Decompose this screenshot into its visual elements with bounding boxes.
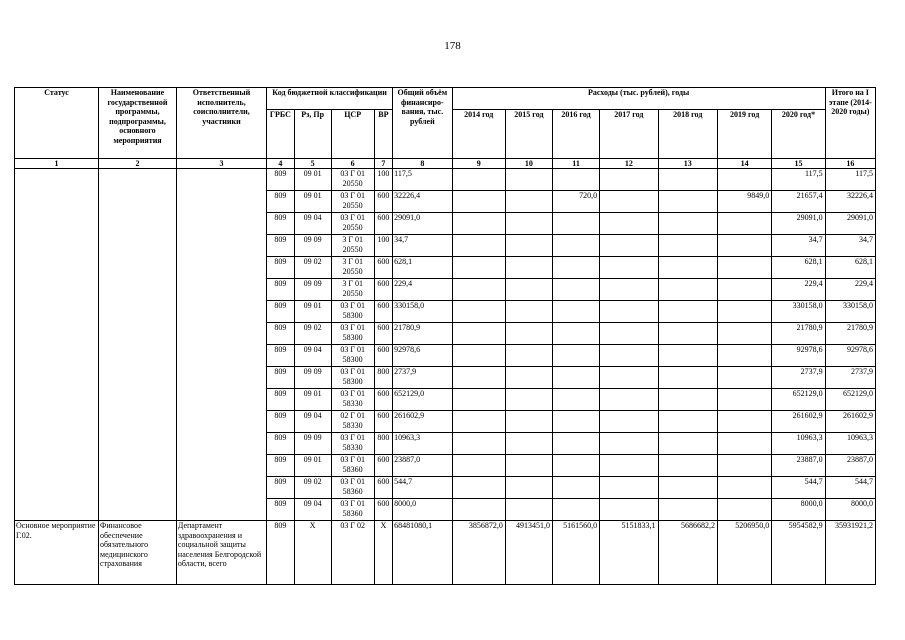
csr-cell: 03 Г 01 58330 xyxy=(331,433,374,455)
header-year: 2014 год xyxy=(452,110,505,159)
total-volume-cell: 261602,9 xyxy=(393,411,452,433)
year-2015-cell xyxy=(505,455,552,477)
year-2014-cell xyxy=(452,301,505,323)
grbs-cell: 809 xyxy=(267,411,295,433)
rz-pr-cell: 09 01 xyxy=(294,389,331,411)
header-expenses: Расходы (тыс. рублей), годы xyxy=(452,88,825,110)
grbs-cell: 809 xyxy=(267,345,295,367)
total-volume-cell: 92978,6 xyxy=(393,345,452,367)
year-2018-cell xyxy=(658,367,717,389)
vr-cell: 600 xyxy=(374,301,392,323)
vr-cell: 600 xyxy=(374,389,392,411)
year-2015-cell xyxy=(505,235,552,257)
column-number: 7 xyxy=(374,159,392,169)
year-2016-cell: 720,0 xyxy=(552,191,599,213)
grbs-cell: 809 xyxy=(267,499,295,521)
grbs-cell: 809 xyxy=(267,433,295,455)
csr-cell: 3 Г 01 20550 xyxy=(331,235,374,257)
vr-cell: 600 xyxy=(374,345,392,367)
year-2017-cell: 5151833,1 xyxy=(600,521,658,585)
csr-cell: 03 Г 01 58300 xyxy=(331,345,374,367)
rz-pr-cell: 09 09 xyxy=(294,279,331,301)
total-volume-cell: 32226,4 xyxy=(393,191,452,213)
year-2016-cell xyxy=(552,345,599,367)
header-year: 2020 год* xyxy=(772,110,825,159)
column-number: 13 xyxy=(658,159,717,169)
csr-cell: 03 Г 01 58360 xyxy=(331,499,374,521)
vr-cell: 100 xyxy=(374,169,392,191)
year-2018-cell xyxy=(658,411,717,433)
csr-cell: 03 Г 01 58300 xyxy=(331,301,374,323)
year-2019-cell xyxy=(717,323,771,345)
csr-cell: 03 Г 02 xyxy=(331,521,374,585)
year-2014-cell xyxy=(452,389,505,411)
rz-pr-cell: X xyxy=(294,521,331,585)
column-number: 1 xyxy=(15,159,99,169)
year-2020-cell: 92978,6 xyxy=(772,345,825,367)
year-2019-cell xyxy=(717,279,771,301)
csr-cell: 03 Г 01 58300 xyxy=(331,367,374,389)
stage-total-cell: 35931921,2 xyxy=(825,521,875,585)
year-2018-cell xyxy=(658,499,717,521)
column-number: 16 xyxy=(825,159,875,169)
rz-pr-cell: 09 04 xyxy=(294,411,331,433)
year-2015-cell: 4913451,0 xyxy=(505,521,552,585)
stage-total-cell: 23887,0 xyxy=(825,455,875,477)
year-2015-cell xyxy=(505,213,552,235)
year-2014-cell xyxy=(452,411,505,433)
year-2016-cell xyxy=(552,499,599,521)
year-2019-cell xyxy=(717,389,771,411)
rz-pr-cell: 09 01 xyxy=(294,169,331,191)
stage-total-cell: 330158,0 xyxy=(825,301,875,323)
total-volume-cell: 8000,0 xyxy=(393,499,452,521)
rz-pr-cell: 09 01 xyxy=(294,455,331,477)
vr-cell: X xyxy=(374,521,392,585)
year-2014-cell xyxy=(452,433,505,455)
year-2019-cell xyxy=(717,169,771,191)
year-2016-cell xyxy=(552,279,599,301)
csr-cell: 03 Г 01 20550 xyxy=(331,213,374,235)
year-2014-cell xyxy=(452,477,505,499)
rz-pr-cell: 09 09 xyxy=(294,433,331,455)
year-2015-cell xyxy=(505,191,552,213)
year-2018-cell xyxy=(658,433,717,455)
stage-total-cell: 92978,6 xyxy=(825,345,875,367)
year-2014-cell xyxy=(452,499,505,521)
rz-pr-cell: 09 02 xyxy=(294,477,331,499)
year-2019-cell xyxy=(717,411,771,433)
vr-cell: 800 xyxy=(374,367,392,389)
year-2014-cell xyxy=(452,169,505,191)
column-number-row xyxy=(15,159,876,169)
csr-cell: 03 Г 01 20550 xyxy=(331,169,374,191)
csr-cell: 03 Г 01 58330 xyxy=(331,389,374,411)
year-2020-cell: 117,5 xyxy=(772,169,825,191)
stage-total-cell: 10963,3 xyxy=(825,433,875,455)
executor-cell xyxy=(176,169,266,521)
table-row xyxy=(15,169,876,191)
total-volume-cell: 330158,0 xyxy=(393,301,452,323)
csr-cell: 02 Г 01 58330 xyxy=(331,411,374,433)
year-2017-cell xyxy=(600,301,658,323)
year-2015-cell xyxy=(505,279,552,301)
year-2014-cell xyxy=(452,191,505,213)
header-year: 2019 год xyxy=(717,110,771,159)
header-csr: ЦСР xyxy=(331,110,374,159)
total-volume-cell: 117,5 xyxy=(393,169,452,191)
year-2015-cell xyxy=(505,433,552,455)
year-2020-cell: 10963,3 xyxy=(772,433,825,455)
year-2014-cell: 3856872,0 xyxy=(452,521,505,585)
total-volume-cell: 652129,0 xyxy=(393,389,452,411)
header-total-volume: Общий объём финансиро-вания, тыс. рублей xyxy=(393,88,452,159)
column-number: 15 xyxy=(772,159,825,169)
column-number: 9 xyxy=(452,159,505,169)
year-2020-cell: 229,4 xyxy=(772,279,825,301)
year-2017-cell xyxy=(600,477,658,499)
year-2014-cell xyxy=(452,367,505,389)
column-number: 11 xyxy=(552,159,599,169)
grbs-cell: 809 xyxy=(267,191,295,213)
rz-pr-cell: 09 01 xyxy=(294,191,331,213)
header-year: 2017 год xyxy=(600,110,658,159)
stage-total-cell: 2737,9 xyxy=(825,367,875,389)
year-2015-cell xyxy=(505,499,552,521)
year-2016-cell xyxy=(552,169,599,191)
total-volume-cell: 229,4 xyxy=(393,279,452,301)
vr-cell: 100 xyxy=(374,235,392,257)
vr-cell: 600 xyxy=(374,499,392,521)
total-volume-cell: 23887,0 xyxy=(393,455,452,477)
executor-cell: Департамент здравоохранения и социальной защиты населения Белгородской области, всего xyxy=(176,521,266,585)
year-2016-cell xyxy=(552,301,599,323)
year-2018-cell xyxy=(658,213,717,235)
column-number: 3 xyxy=(176,159,266,169)
grbs-cell: 809 xyxy=(267,235,295,257)
year-2017-cell xyxy=(600,323,658,345)
table-body xyxy=(15,169,876,585)
year-2015-cell xyxy=(505,345,552,367)
rz-pr-cell: 09 02 xyxy=(294,323,331,345)
column-number: 6 xyxy=(331,159,374,169)
rz-pr-cell: 09 04 xyxy=(294,213,331,235)
year-2019-cell xyxy=(717,257,771,279)
total-volume-cell: 34,7 xyxy=(393,235,452,257)
csr-cell: 03 Г 01 58360 xyxy=(331,477,374,499)
status-cell: Основное мероприятие Г.02. xyxy=(15,521,99,585)
year-2014-cell xyxy=(452,257,505,279)
year-2014-cell xyxy=(452,323,505,345)
vr-cell: 600 xyxy=(374,279,392,301)
header-year: 2018 год xyxy=(658,110,717,159)
year-2016-cell xyxy=(552,389,599,411)
year-2020-cell: 5954582,9 xyxy=(772,521,825,585)
year-2019-cell xyxy=(717,301,771,323)
column-number: 14 xyxy=(717,159,771,169)
year-2019-cell xyxy=(717,213,771,235)
year-2018-cell xyxy=(658,191,717,213)
year-2020-cell: 652129,0 xyxy=(772,389,825,411)
stage-total-cell: 21780,9 xyxy=(825,323,875,345)
year-2016-cell xyxy=(552,477,599,499)
table-row-main-measure xyxy=(15,521,876,585)
year-2019-cell xyxy=(717,433,771,455)
year-2020-cell: 23887,0 xyxy=(772,455,825,477)
csr-cell: 03 Г 01 58300 xyxy=(331,323,374,345)
year-2015-cell xyxy=(505,169,552,191)
rz-pr-cell: 09 09 xyxy=(294,235,331,257)
year-2015-cell xyxy=(505,411,552,433)
stage-total-cell: 32226,4 xyxy=(825,191,875,213)
stage-total-cell: 261602,9 xyxy=(825,411,875,433)
csr-cell: 03 Г 01 20550 xyxy=(331,191,374,213)
year-2017-cell xyxy=(600,257,658,279)
grbs-cell: 809 xyxy=(267,367,295,389)
year-2017-cell xyxy=(600,411,658,433)
header-rz-pr: Рз, Пр xyxy=(294,110,331,159)
budget-table xyxy=(14,87,876,585)
rz-pr-cell: 09 01 xyxy=(294,301,331,323)
year-2020-cell: 21780,9 xyxy=(772,323,825,345)
stage-total-cell: 29091,0 xyxy=(825,213,875,235)
year-2019-cell xyxy=(717,367,771,389)
year-2015-cell xyxy=(505,323,552,345)
year-2017-cell xyxy=(600,455,658,477)
vr-cell: 800 xyxy=(374,433,392,455)
header-name: Наименование государственной программы, подпрограммы, основного мероприятия xyxy=(99,88,177,159)
year-2016-cell xyxy=(552,323,599,345)
grbs-cell: 809 xyxy=(267,477,295,499)
year-2020-cell: 8000,0 xyxy=(772,499,825,521)
year-2016-cell xyxy=(552,433,599,455)
year-2020-cell: 628,1 xyxy=(772,257,825,279)
total-volume-cell: 544,7 xyxy=(393,477,452,499)
rz-pr-cell: 09 09 xyxy=(294,367,331,389)
rz-pr-cell: 09 04 xyxy=(294,499,331,521)
grbs-cell: 809 xyxy=(267,389,295,411)
column-number: 5 xyxy=(294,159,331,169)
year-2018-cell xyxy=(658,345,717,367)
total-volume-cell: 2737,9 xyxy=(393,367,452,389)
year-2019-cell: 9849,0 xyxy=(717,191,771,213)
csr-cell: 3 Г 01 20550 xyxy=(331,257,374,279)
year-2017-cell xyxy=(600,345,658,367)
stage-total-cell: 229,4 xyxy=(825,279,875,301)
header-year: 2015 год xyxy=(505,110,552,159)
year-2014-cell xyxy=(452,279,505,301)
column-number: 12 xyxy=(600,159,658,169)
stage-total-cell: 117,5 xyxy=(825,169,875,191)
header-status: Статус xyxy=(15,88,99,159)
year-2014-cell xyxy=(452,455,505,477)
year-2019-cell xyxy=(717,499,771,521)
total-volume-cell: 21780,9 xyxy=(393,323,452,345)
year-2018-cell xyxy=(658,169,717,191)
year-2018-cell xyxy=(658,455,717,477)
year-2016-cell xyxy=(552,213,599,235)
year-2020-cell: 261602,9 xyxy=(772,411,825,433)
year-2019-cell: 5206950,0 xyxy=(717,521,771,585)
header-year: 2016 год xyxy=(552,110,599,159)
year-2015-cell xyxy=(505,477,552,499)
vr-cell: 600 xyxy=(374,477,392,499)
header-vr: ВР xyxy=(374,110,392,159)
grbs-cell: 809 xyxy=(267,323,295,345)
year-2018-cell: 5686682,2 xyxy=(658,521,717,585)
year-2017-cell xyxy=(600,367,658,389)
year-2016-cell xyxy=(552,235,599,257)
vr-cell: 600 xyxy=(374,323,392,345)
csr-cell: 03 Г 01 58360 xyxy=(331,455,374,477)
grbs-cell: 809 xyxy=(267,521,295,585)
year-2019-cell xyxy=(717,345,771,367)
year-2016-cell xyxy=(552,257,599,279)
header-budget-code: Код бюджетной классификации xyxy=(267,88,393,110)
year-2018-cell xyxy=(658,279,717,301)
year-2017-cell xyxy=(600,279,658,301)
header-grbs: ГРБС xyxy=(267,110,295,159)
total-volume-cell: 10963,3 xyxy=(393,433,452,455)
year-2014-cell xyxy=(452,213,505,235)
name-cell xyxy=(99,169,177,521)
column-number: 8 xyxy=(393,159,452,169)
year-2016-cell xyxy=(552,455,599,477)
column-number: 4 xyxy=(267,159,295,169)
grbs-cell: 809 xyxy=(267,301,295,323)
year-2018-cell xyxy=(658,301,717,323)
year-2019-cell xyxy=(717,235,771,257)
year-2018-cell xyxy=(658,477,717,499)
vr-cell: 600 xyxy=(374,213,392,235)
stage-total-cell: 628,1 xyxy=(825,257,875,279)
year-2017-cell xyxy=(600,169,658,191)
vr-cell: 600 xyxy=(374,191,392,213)
year-2017-cell xyxy=(600,433,658,455)
csr-cell: 3 Г 01 20550 xyxy=(331,279,374,301)
year-2017-cell xyxy=(600,191,658,213)
vr-cell: 600 xyxy=(374,455,392,477)
year-2017-cell xyxy=(600,213,658,235)
grbs-cell: 809 xyxy=(267,455,295,477)
stage-total-cell: 544,7 xyxy=(825,477,875,499)
year-2018-cell xyxy=(658,257,717,279)
header-executor: Ответственный исполнитель, соисполнители, участники xyxy=(176,88,266,159)
column-number: 10 xyxy=(505,159,552,169)
grbs-cell: 809 xyxy=(267,213,295,235)
stage-total-cell: 8000,0 xyxy=(825,499,875,521)
grbs-cell: 809 xyxy=(267,169,295,191)
grbs-cell: 809 xyxy=(267,279,295,301)
name-cell: Финансовое обеспечение обязательного медицинского страхования xyxy=(99,521,177,585)
total-volume-cell: 68481080,1 xyxy=(393,521,452,585)
year-2016-cell xyxy=(552,411,599,433)
year-2017-cell xyxy=(600,389,658,411)
stage-total-cell: 34,7 xyxy=(825,235,875,257)
header-stage-total: Итого на I этапе (2014-2020 годы) xyxy=(825,88,875,159)
year-2020-cell: 29091,0 xyxy=(772,213,825,235)
year-2018-cell xyxy=(658,323,717,345)
year-2015-cell xyxy=(505,367,552,389)
year-2019-cell xyxy=(717,477,771,499)
year-2014-cell xyxy=(452,345,505,367)
rz-pr-cell: 09 04 xyxy=(294,345,331,367)
year-2015-cell xyxy=(505,301,552,323)
vr-cell: 600 xyxy=(374,411,392,433)
year-2020-cell: 330158,0 xyxy=(772,301,825,323)
year-2014-cell xyxy=(452,235,505,257)
total-volume-cell: 628,1 xyxy=(393,257,452,279)
year-2016-cell: 5161560,0 xyxy=(552,521,599,585)
year-2020-cell: 2737,9 xyxy=(772,367,825,389)
year-2020-cell: 21657,4 xyxy=(772,191,825,213)
year-2015-cell xyxy=(505,257,552,279)
year-2019-cell xyxy=(717,455,771,477)
total-volume-cell: 29091,0 xyxy=(393,213,452,235)
column-number: 2 xyxy=(99,159,177,169)
year-2017-cell xyxy=(600,235,658,257)
status-cell xyxy=(15,169,99,521)
year-2015-cell xyxy=(505,389,552,411)
vr-cell: 600 xyxy=(374,257,392,279)
year-2016-cell xyxy=(552,367,599,389)
year-2018-cell xyxy=(658,389,717,411)
grbs-cell: 809 xyxy=(267,257,295,279)
page-number: 178 xyxy=(444,40,461,52)
year-2017-cell xyxy=(600,499,658,521)
year-2020-cell: 34,7 xyxy=(772,235,825,257)
stage-total-cell: 652129,0 xyxy=(825,389,875,411)
rz-pr-cell: 09 02 xyxy=(294,257,331,279)
year-2020-cell: 544,7 xyxy=(772,477,825,499)
year-2018-cell xyxy=(658,235,717,257)
